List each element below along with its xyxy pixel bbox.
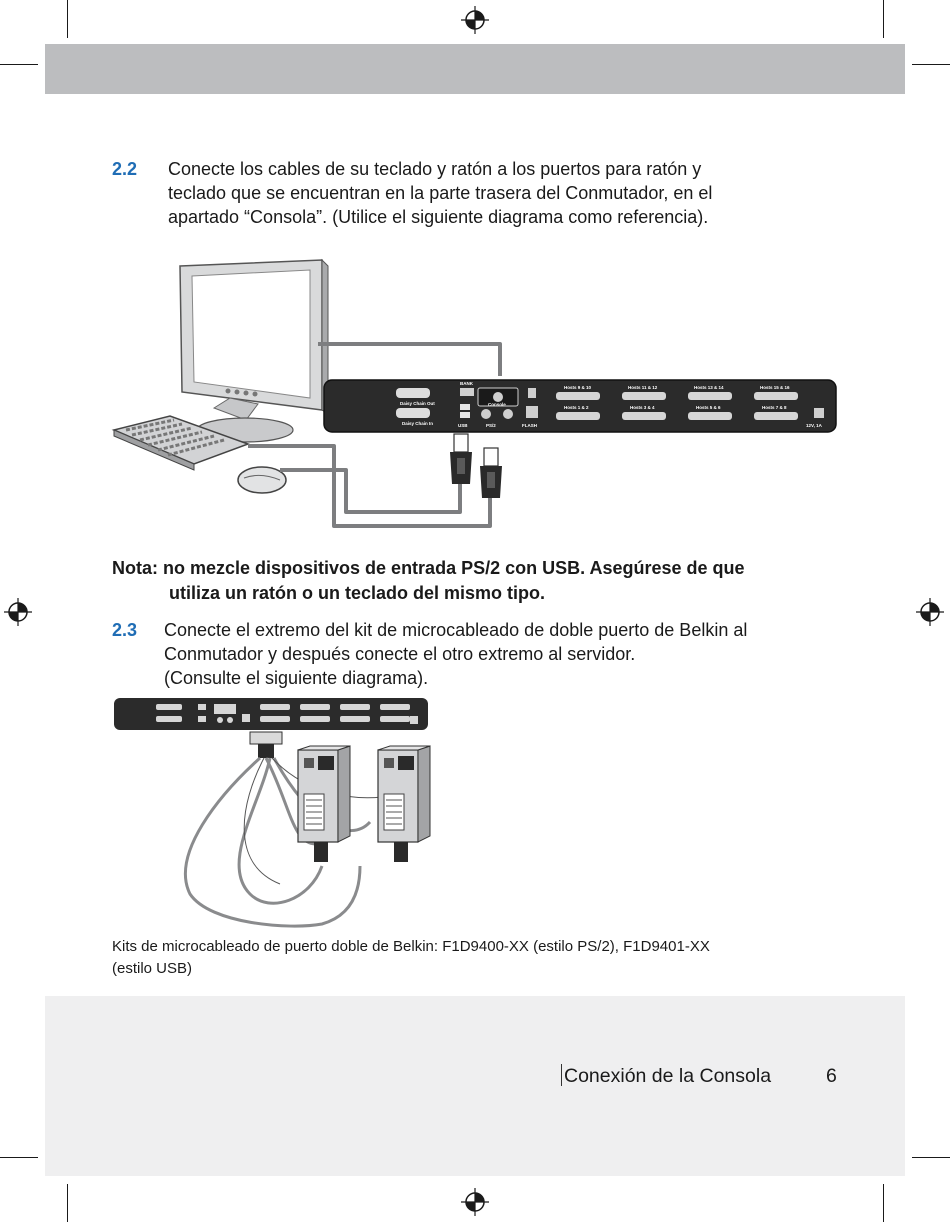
- footer-band: [45, 996, 905, 1176]
- usb-plug-icon: [480, 448, 502, 498]
- port-label: USB: [458, 423, 468, 428]
- port-label: Hosts 3 & 4: [630, 405, 655, 410]
- port-label: Hosts 5 & 6: [696, 405, 721, 410]
- monitor-icon: [180, 260, 328, 442]
- header-band: [45, 44, 905, 94]
- port-label: Daisy Chain In: [402, 421, 434, 426]
- mouse-icon: [238, 467, 286, 493]
- page-number: 6: [826, 1065, 837, 1087]
- footer-divider: [561, 1064, 562, 1086]
- step-number: 2.3: [112, 620, 138, 640]
- port-label: BANK: [460, 381, 473, 386]
- text-line: Conecte los cables de su teclado y ratón a los puertos para ratón y: [168, 159, 702, 179]
- mouse-cable: [280, 470, 460, 512]
- note: [112, 556, 872, 606]
- text-line: apartado “Consola”. (Utilice el siguiente diagrama como referencia).: [168, 207, 709, 227]
- text-line: teclado que se encuentran en la parte trasera del Conmutador, en el: [168, 183, 713, 203]
- footer-section-title: Conexión de la Consola: [564, 1065, 772, 1087]
- crop-mark: [0, 1157, 38, 1158]
- note-line: Nota: no mezcle dispositivos de entrada PS/2 con USB. Asegúrese de que: [112, 558, 745, 578]
- caption: [112, 936, 852, 980]
- port-label: Hosts 9 & 10: [564, 385, 592, 390]
- port-label: Console: [488, 402, 506, 407]
- crop-mark: [912, 1157, 950, 1158]
- caption-line: Kits de microcableado de puerto doble de Belkin: F1D9400-XX (estilo PS/2), F1D9401-XX: [112, 938, 710, 955]
- kvm-switch-rear-panel: [114, 698, 428, 730]
- port-label: Hosts 1 & 2: [564, 405, 589, 410]
- video-cable: [318, 344, 500, 376]
- port-label: Hosts 7 & 8: [762, 405, 787, 410]
- server-connection-diagram: [110, 694, 440, 936]
- crop-mark: [883, 0, 884, 38]
- text-line: (Consulte el siguiente diagrama).: [164, 668, 429, 688]
- registration-mark-icon: [4, 598, 32, 626]
- caption-line: (estilo USB): [112, 960, 193, 977]
- step-text: [168, 157, 868, 229]
- crop-mark: [883, 1184, 884, 1222]
- port-label: Hosts 13 & 14: [694, 385, 724, 390]
- step-number: 2.2: [112, 159, 138, 179]
- port-label: Hosts 11 & 12: [628, 385, 658, 390]
- kvm-switch-rear-panel: [324, 380, 836, 432]
- console-connection-diagram: [110, 258, 840, 530]
- registration-mark-icon: [916, 598, 944, 626]
- server-tower-icon: [298, 746, 350, 862]
- crop-mark: [912, 64, 950, 65]
- server-tower-icon: [378, 746, 430, 862]
- port-label: Hosts 15 & 16: [760, 385, 790, 390]
- port-label: 12V, 1A: [806, 423, 822, 428]
- port-label: PS/2: [486, 423, 496, 428]
- note-line: utiliza un ratón o un teclado del mismo tipo.: [169, 583, 546, 603]
- port-label: Daisy Chain Out: [400, 401, 435, 406]
- registration-mark-icon: [461, 6, 489, 34]
- crop-mark: [0, 64, 38, 65]
- port-label: FLASH: [522, 423, 537, 428]
- text-line: Conmutador y después conecte el otro extremo al servidor.: [164, 644, 636, 664]
- crop-mark: [67, 0, 68, 38]
- text-line: Conecte el extremo del kit de microcableado de doble puerto de Belkin al: [164, 620, 748, 640]
- cable-connector-icon: [250, 732, 282, 758]
- step-text: [164, 618, 884, 690]
- usb-plug-icon: [450, 434, 472, 484]
- registration-mark-icon: [461, 1188, 489, 1216]
- crop-mark: [67, 1184, 68, 1222]
